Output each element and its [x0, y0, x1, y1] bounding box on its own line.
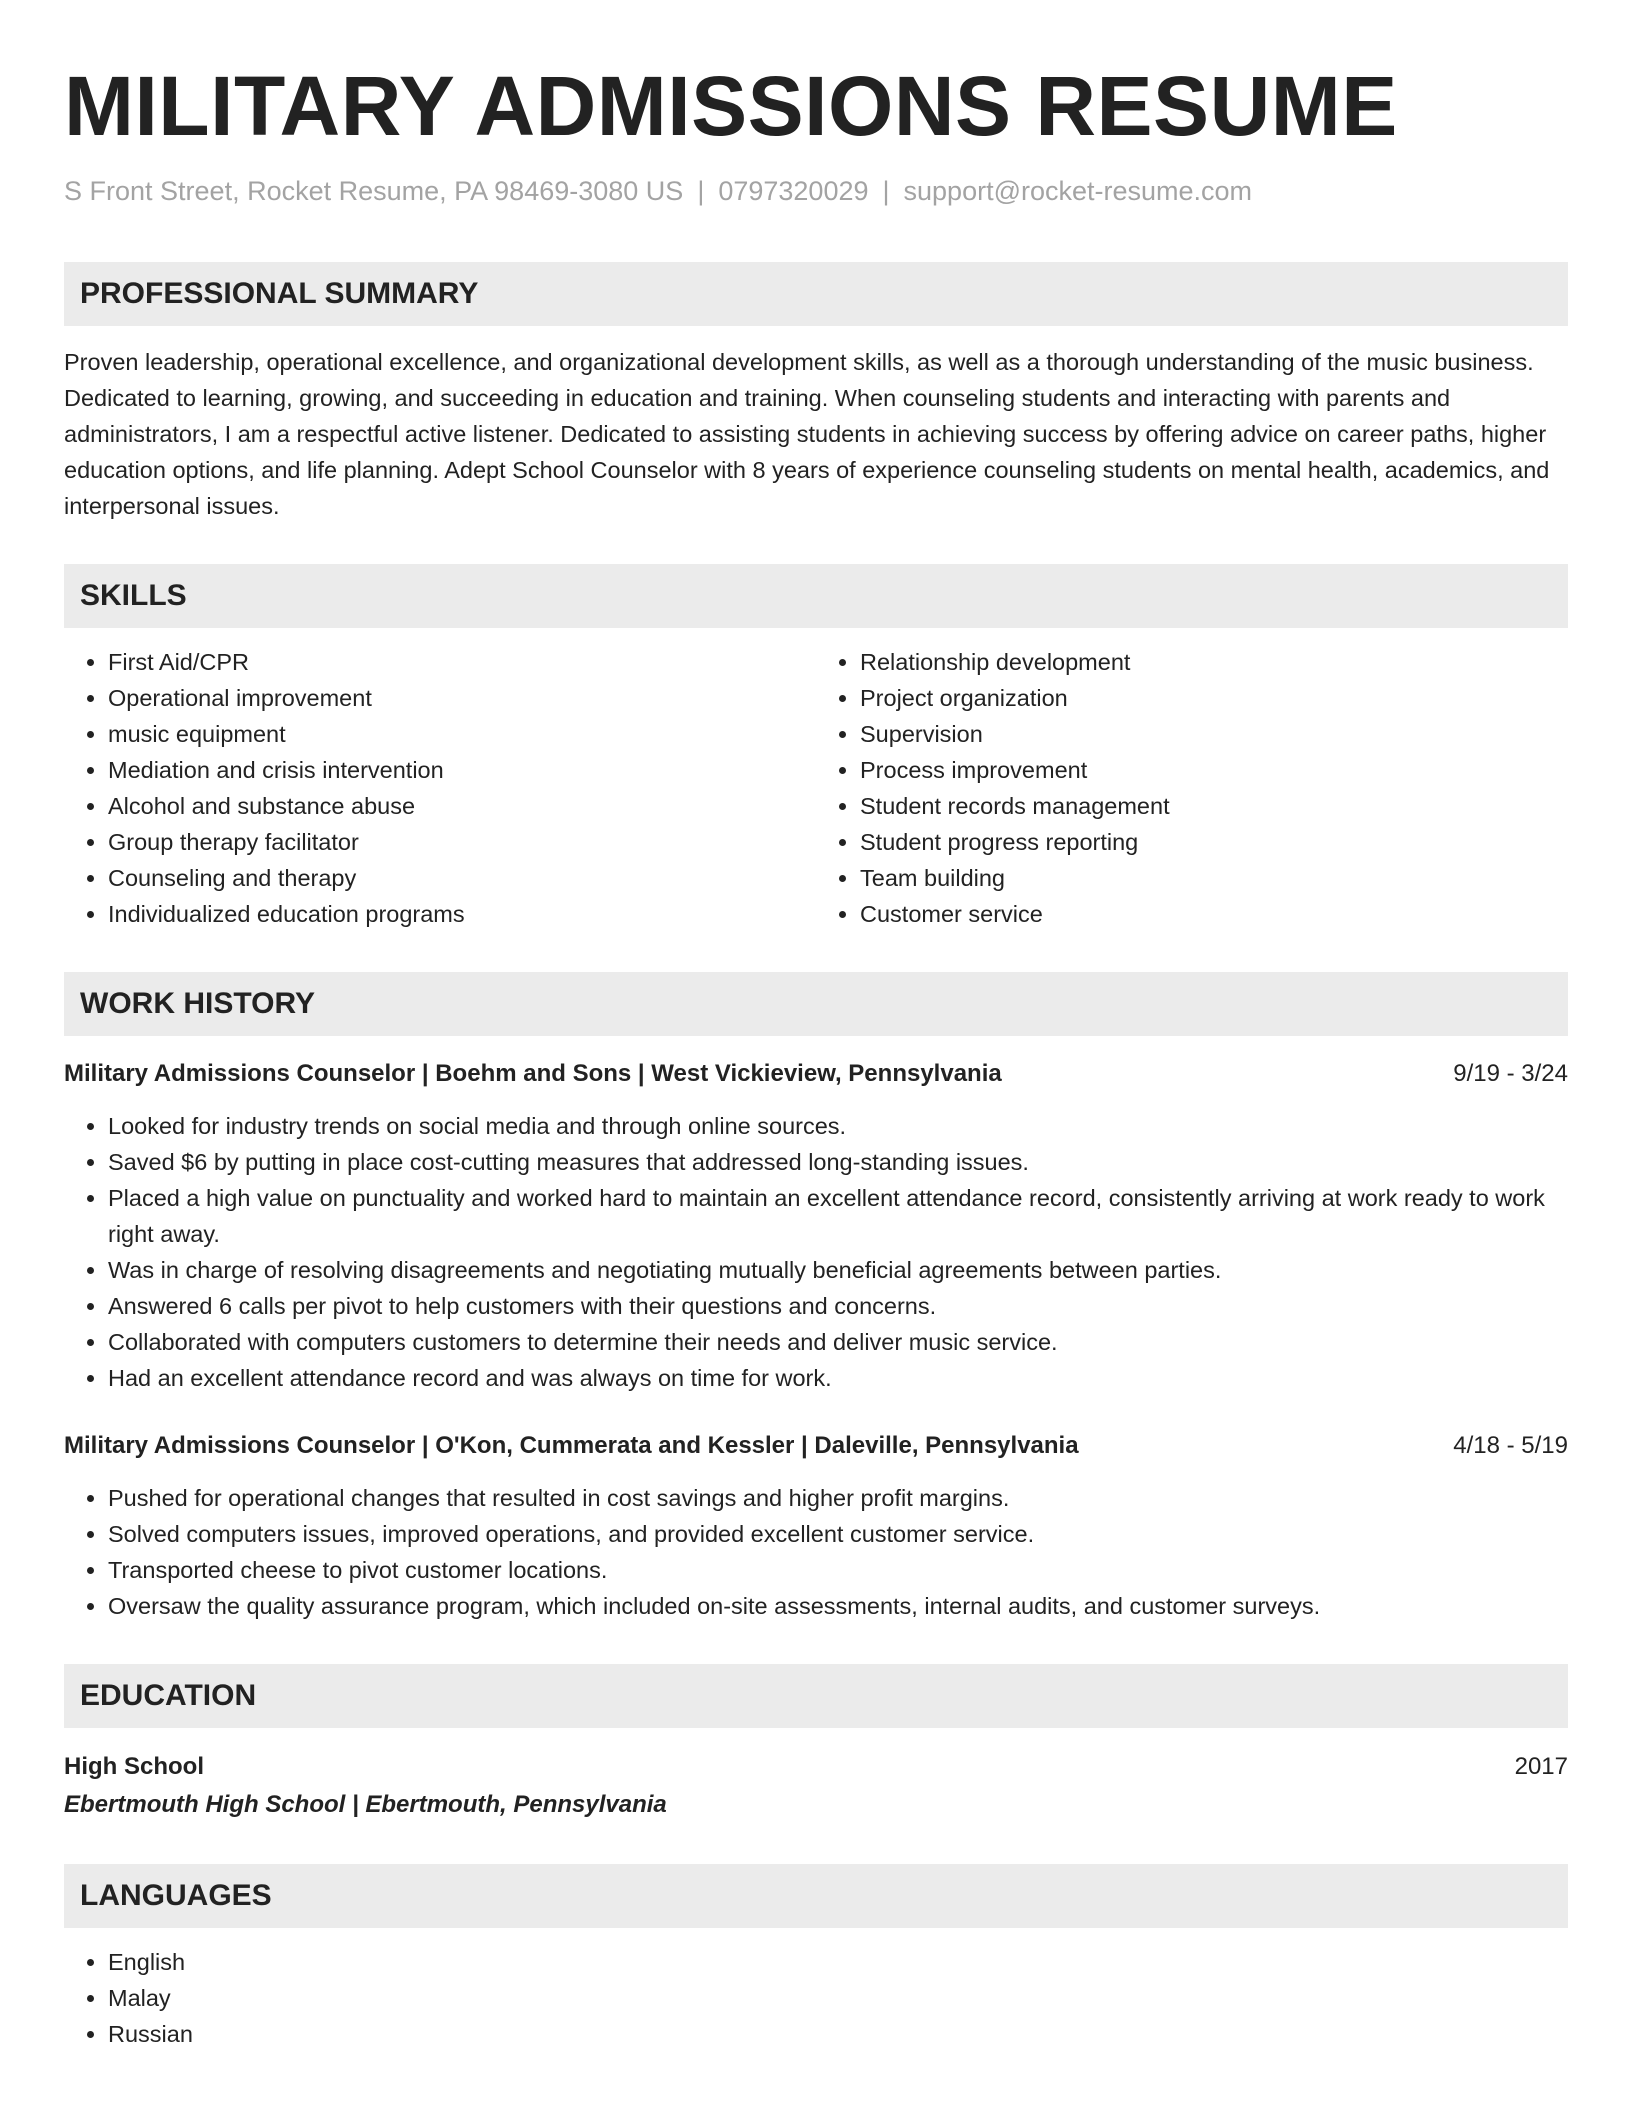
job-entry — [64, 1428, 1568, 1624]
skill-item: • Supervision — [860, 716, 1568, 752]
contact-separator: | — [882, 176, 890, 206]
skill-item: • Individualized education programs — [108, 896, 816, 932]
skill-item: • Project organization — [860, 680, 1568, 716]
section-header-skills: SKILLS — [64, 564, 1568, 628]
contact-address: S Front Street, Rocket Resume, PA 98469-3080 US — [64, 176, 684, 206]
skill-item: • Group therapy facilitator — [108, 824, 816, 860]
skills-list-right — [816, 644, 1568, 932]
skill-item: • Counseling and therapy — [108, 860, 816, 896]
job-bullet: • Oversaw the quality assurance program, which included on-site assessments, internal audits, and customer surveys. — [108, 1588, 1568, 1624]
skills-list-left — [64, 644, 816, 932]
job-entry — [64, 1056, 1568, 1396]
languages-section — [64, 1944, 1568, 2052]
job-bullet-list — [64, 1108, 1568, 1396]
language-item: • Russian — [108, 2016, 1568, 2052]
job-header — [64, 1056, 1568, 1092]
job-header — [64, 1428, 1568, 1464]
education-entry — [64, 1748, 1568, 1824]
education-school: Ebertmouth High School | Ebertmouth, Pennsylvania — [64, 1791, 667, 1818]
job-bullet: • Had an excellent attendance record and was always on time for work. — [108, 1360, 1568, 1396]
job-bullet: • Solved computers issues, improved operations, and provided excellent customer service. — [108, 1516, 1568, 1552]
job-bullet: • Pushed for operational changes that resulted in cost savings and higher profit margins. — [108, 1480, 1568, 1516]
education-year: 2017 — [1514, 1753, 1568, 1780]
skill-item: • Alcohol and substance abuse — [108, 788, 816, 824]
contact-phone: 0797320029 — [718, 176, 869, 206]
resume-title: MILITARY ADMISSIONS RESUME — [64, 59, 1398, 153]
language-item: • Malay — [108, 1980, 1568, 2016]
job-dates: 9/19 - 3/24 — [1453, 1060, 1568, 1087]
contact-line — [64, 174, 1568, 208]
job-bullet: • Placed a high value on punctuality and worked hard to maintain an excellent attendance record, consistently arriving at work ready to work right away. — [108, 1180, 1568, 1252]
contact-email: support@rocket-resume.com — [903, 176, 1253, 206]
job-bullet: • Was in charge of resolving disagreements and negotiating mutually beneficial agreements between parties. — [108, 1252, 1568, 1288]
job-bullet-list — [64, 1480, 1568, 1624]
job-bullet: • Looked for industry trends on social media and through online sources. — [108, 1108, 1568, 1144]
job-bullet: • Answered 6 calls per pivot to help customers with their questions and concerns. — [108, 1288, 1568, 1324]
job-heading: Military Admissions Counselor | Boehm and Sons | West Vickieview, Pennsylvania — [64, 1060, 1002, 1087]
skills-column-right — [816, 644, 1568, 932]
section-header-languages: LANGUAGES — [64, 1864, 1568, 1928]
skills-grid — [64, 644, 1568, 932]
section-header-work-history: WORK HISTORY — [64, 972, 1568, 1036]
education-degree: High School — [64, 1753, 204, 1780]
skill-item: • Relationship development — [860, 644, 1568, 680]
languages-list — [64, 1944, 1568, 2052]
section-header-education: EDUCATION — [64, 1664, 1568, 1728]
section-header-summary: PROFESSIONAL SUMMARY — [64, 262, 1568, 326]
skill-item: • Student progress reporting — [860, 824, 1568, 860]
job-dates: 4/18 - 5/19 — [1453, 1432, 1568, 1459]
job-bullet: • Saved $6 by putting in place cost-cutting measures that addressed long-standing issues. — [108, 1144, 1568, 1180]
job-bullet: • Transported cheese to pivot customer locations. — [108, 1552, 1568, 1588]
summary-text: Proven leadership, operational excellence, and organizational development skills, as well as a thorough understanding of the music business. Dedicated to learning, growing, and succeeding in education and training. When counseling students and interacting with parents and administrators, I am a respectful active listener. Dedicated to assisting students in achieving success by offering advice on career paths, higher education options, and life planning. Adept School Counselor with 8 years of experience counseling students on mental health, academics, and interpersonal issues. — [64, 349, 1550, 519]
job-bullet: • Collaborated with computers customers to determine their needs and deliver music service. — [108, 1324, 1568, 1360]
skill-item: • Student records management — [860, 788, 1568, 824]
job-heading: Military Admissions Counselor | O'Kon, Cummerata and Kessler | Daleville, Pennsylvania — [64, 1432, 1079, 1459]
skills-column-left — [64, 644, 816, 932]
skill-item: • Customer service — [860, 896, 1568, 932]
skill-item: • Mediation and crisis intervention — [108, 752, 816, 788]
skill-item: • First Aid/CPR — [108, 644, 816, 680]
skill-item: • Operational improvement — [108, 680, 816, 716]
skill-item: • music equipment — [108, 716, 816, 752]
language-item: • English — [108, 1944, 1568, 1980]
contact-separator: | — [697, 176, 705, 206]
education-header — [64, 1748, 1568, 1786]
skill-item: • Team building — [860, 860, 1568, 896]
skill-item: • Process improvement — [860, 752, 1568, 788]
